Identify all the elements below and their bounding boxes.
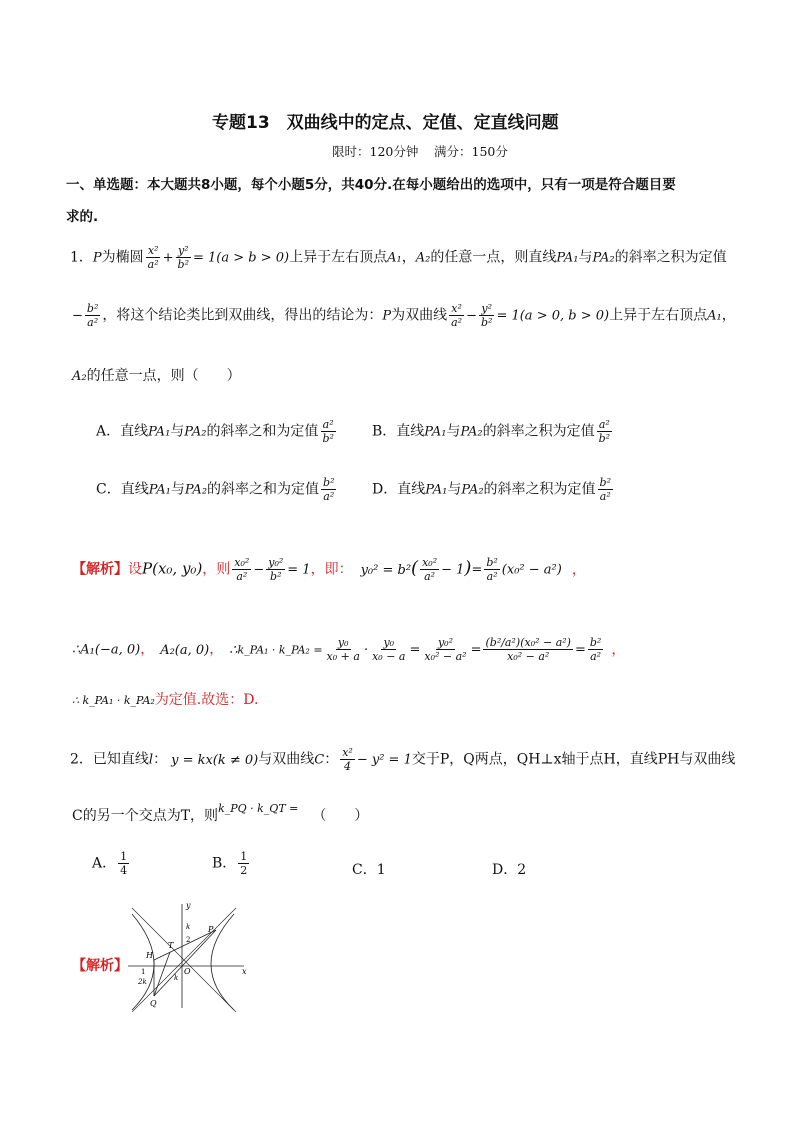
label-k: k (186, 923, 191, 931)
option-text: 直线 (120, 481, 149, 498)
q1-pa1: PA₁ (425, 482, 448, 498)
label-p: P (208, 925, 214, 934)
option-text: 直线 (396, 423, 425, 440)
q2-slope-product: k_PQ · k_QT = (218, 802, 299, 815)
q1-number: 1． (70, 249, 93, 266)
label-k-bottom: k (174, 974, 179, 982)
label-h: H (146, 951, 153, 960)
page-title: 专题13 双曲线中的定点、定值、定直线问题 (212, 113, 559, 133)
option-text: 的斜率之积为定值 (482, 423, 595, 440)
q1-text: ， (721, 307, 736, 324)
section-heading-cont: 求的. (66, 209, 99, 225)
q1-text: ，将这个结论类比到双曲线，得出的结论为： (102, 307, 383, 324)
q1-analysis-line-1: 【解析】设P(x₀, y₀)，则 $\frac{\text{x₀²}}{\text{a²}}$ − $\frac{\text{y₀²}}{\text{b²}}$ = 1，即： y₀² = b²( $\frac{\text{x₀²}}{\text{a²}}$ − 1)= $\frac{\text{b²}}{\text{a²}}$ (x₀² − a²) ， (72, 556, 586, 583)
q2-text: 交于P，Q两点，QH⊥x轴于点H，直线PH与双曲线 (411, 751, 736, 768)
analysis-frac: $\frac{\text{b²}}{\text{a²}}$ (589, 636, 602, 663)
analysis-text: ， (571, 561, 586, 578)
option-value: 1 (376, 862, 386, 878)
q1-option-d[interactable] (372, 476, 615, 503)
q2-option-b[interactable] (212, 850, 251, 877)
q1-a2: A₂ (415, 250, 431, 266)
q1-pa1: PA₁ (148, 424, 171, 440)
q2-option-a[interactable] (92, 850, 131, 877)
option-text: 直线 (397, 481, 426, 498)
q1-text: 的任意一点，则（ ） (86, 368, 241, 384)
analysis-text: 设 (128, 561, 142, 578)
option-text: 直线 (120, 423, 149, 440)
q2-text: 已知直线 (92, 751, 149, 768)
q1-option-a[interactable] (96, 418, 338, 445)
option-frac: $\frac{\text{a²}}{\text{b²}}$ (322, 418, 334, 445)
analysis-a2: A₂(a, 0) (160, 642, 210, 658)
full-score: 满分：150分 (434, 144, 508, 159)
q1-point-p: P (382, 308, 392, 324)
q2-line-l: l (148, 752, 154, 768)
q1-analysis-line-2: ∴A₁(−a, 0)， A₂(a, 0)， ∴k_PA₁ · k_PA₂ = $\frac{\text{y₀}}{\text{x₀ + a}}$ · $\frac{\text{y₀}}{\text{x₀ − a}}$ = $\frac{\text{y₀²}}{\text{x₀² − a²}}$ = $\frac{\text{(b²/a²)(x₀² − a²)}}{\text{x₀² − a²}}$ = $\frac{\text{b²}}{\text{a²}}$ ， (72, 636, 626, 663)
option-frac: $\frac{1}{2}$ (240, 850, 248, 877)
option-frac: $\frac{\text{b²}}{\text{a²}}$ (323, 476, 335, 503)
q1-a2: A₂ (72, 369, 87, 384)
left-branch (132, 914, 154, 1010)
analysis-conclusion: 为定值.故选：D. (154, 692, 259, 708)
analysis-conclusion-math: ∴ k_PA₁ · k_PA₂ (72, 694, 155, 707)
q1-pa1: PA₁ (424, 424, 447, 440)
line-ph (154, 930, 216, 960)
label-2: 2 (186, 936, 191, 944)
q1-text: 上异于左右顶点 (289, 249, 388, 266)
q1-frac-x: $\frac{\text{x²}}{\text{a²}}$ (147, 244, 159, 271)
q1-ellipse-cond: = 1(a > b > 0) (193, 250, 290, 266)
analysis-therefore: ∴ (229, 642, 238, 658)
q1-line-2: − $\frac{\text{b²}}{\text{a²}}$ ，将这个结论类比到双曲线，得出的结论为：P为双曲线 $\frac{\text{x²}}{\text{a²}}$ − $\frac{\text{y²}}{\text{b²}}$ = 1(a > 0, b > 0)上异于左右顶点A₁， (72, 302, 736, 329)
q2-option-d[interactable] (492, 860, 526, 880)
q2-text: C的另一个交点为T，则 (72, 808, 219, 824)
analysis-point: P(x₀, y₀) (142, 559, 203, 578)
section-heading: 一、单选题：本大题共8小题，每个小题5分，共40分.在每小题给出的选项中，只有一项是符合题目要 (66, 177, 676, 193)
analysis-frac: $\frac{\text{y₀²}}{\text{x₀² − a²}}$ (424, 636, 467, 663)
q1-line-1: 1．P为椭圆 $\frac{\text{x²}}{\text{a²}}$ + $\frac{\text{y²}}{\text{b²}}$ = 1(a > b > 0)上异于左右顶点A₁，A₂的任意一点，则直线PA₁与PA₂的斜率之积为定值 (70, 244, 727, 271)
q2-text: 与双曲线 (258, 751, 315, 768)
q2-analysis-tag: 【解析】 (72, 958, 128, 974)
analysis-eq: = 1 (287, 562, 311, 578)
q2-number: 2． (70, 751, 93, 768)
label-x: x (242, 967, 247, 976)
right-branch (211, 914, 234, 1010)
option-value: 2 (517, 862, 527, 878)
q1-pa2: PA₂ (184, 424, 207, 440)
q2-line-2 (72, 802, 369, 827)
option-label: C． (352, 862, 377, 878)
option-frac: $\frac{\text{b²}}{\text{a²}}$ (599, 476, 611, 503)
option-label: B． (212, 855, 237, 872)
option-text: 的斜率之积为定值 (483, 481, 596, 498)
analysis-eq: y₀² = b² (360, 562, 412, 578)
option-text: 与 (446, 423, 461, 440)
label-t: T (168, 941, 174, 950)
analysis-text: ，即： (310, 561, 353, 578)
q1-frac-y: $\frac{\text{y²}}{\text{b²}}$ (480, 302, 493, 329)
analysis-text: ， (140, 641, 155, 658)
q1-pa1: PA₁ (556, 250, 579, 266)
option-label: D． (492, 862, 518, 878)
analysis-frac: $\frac{\text{y₀²}}{\text{b²}}$ (268, 556, 284, 583)
q2-text: ： (324, 751, 339, 768)
q1-line-3 (72, 366, 241, 387)
q1-frac-b2a2: $\frac{\text{b²}}{\text{a²}}$ (86, 302, 99, 329)
analysis-frac: $\frac{\text{x₀²}}{\text{a²}}$ (234, 556, 250, 583)
option-text: 与 (447, 481, 462, 498)
q1-text: 的斜率之积为定值 (614, 249, 727, 266)
q1-frac-x: $\frac{\text{x²}}{\text{a²}}$ (451, 302, 463, 329)
q1-pa2: PA₂ (592, 250, 615, 266)
q1-text: 为椭圆 (101, 249, 144, 266)
q1-pa2: PA₂ (461, 482, 484, 498)
option-label: D． (372, 481, 398, 498)
label-2k: 2k (138, 978, 147, 986)
q2-frac: $\frac{\text{x²}}{4}$ (342, 746, 353, 773)
label-1: 1 (141, 968, 146, 976)
hyperbola-figure (124, 896, 254, 1012)
q2-line-1 (70, 746, 735, 773)
q1-text: 的任意一点，则直线 (430, 249, 557, 266)
option-text: 的斜率之和为定值 (206, 423, 319, 440)
analysis-frac: $\frac{\text{(b²/a²)(x₀² − a²)}}{\text{x₀² − a²}}$ (485, 636, 571, 663)
analysis-frac: $\frac{\text{y₀}}{\text{x₀ − a}}$ (372, 636, 406, 663)
option-label: A． (92, 855, 117, 872)
q1-option-b[interactable] (372, 418, 614, 445)
analysis-frac: $\frac{\text{x₀²}}{\text{a²}}$ (422, 556, 438, 583)
q1-hyperbola-cond: = 1(a > 0, b > 0) (496, 308, 610, 324)
q1-point-p: P (92, 250, 102, 266)
q2-option-c[interactable] (352, 860, 386, 880)
q2-line-eq: y = kx(k ≠ 0) (171, 752, 259, 768)
q1-a1: A₁ (387, 250, 402, 266)
q1-analysis-line-3 (72, 690, 258, 711)
q1-a1: A₁ (707, 308, 722, 324)
option-frac: $\frac{\text{a²}}{\text{b²}}$ (598, 418, 611, 445)
q1-pa1: PA₁ (148, 482, 171, 498)
label-q: Q (150, 999, 157, 1008)
analysis-text: ，则 (202, 561, 231, 578)
q1-text: 上异于左右顶点 (609, 307, 708, 324)
q2-paren: （ ） (312, 808, 369, 824)
analysis-therefore: ∴ (72, 642, 81, 658)
q2-text: ： (153, 751, 168, 768)
option-label: A． (96, 423, 121, 440)
line-pq (154, 930, 216, 996)
option-frac: $\frac{1}{4}$ (120, 850, 128, 877)
option-text: 与 (170, 423, 185, 440)
analysis-text: ， (209, 641, 224, 658)
label-y: y (186, 901, 191, 910)
q1-text: 为双曲线 (391, 307, 448, 324)
q1-pa2: PA₂ (460, 424, 483, 440)
option-text: 的斜率之和为定值 (207, 481, 320, 498)
analysis-eq: − 1 (441, 562, 465, 578)
q1-option-c[interactable] (96, 476, 338, 503)
analysis-frac: $\frac{\text{b²}}{\text{a²}}$ (486, 556, 498, 583)
option-label: B． (372, 423, 397, 440)
option-text: 与 (170, 481, 185, 498)
analysis-tag: 【解析】 (72, 561, 128, 578)
time-limit: 限时：120分钟 (332, 144, 419, 159)
q2-curve-c: C (314, 752, 325, 768)
analysis-text: ， (611, 641, 626, 658)
q1-text: 与 (578, 249, 593, 266)
q2-hyp-eq: − y² = 1 (356, 752, 412, 768)
q1-pa2: PA₂ (184, 482, 208, 498)
label-o: O (184, 967, 191, 976)
analysis-frac: $\frac{\text{y₀}}{\text{x₀ + a}}$ (326, 636, 360, 663)
analysis-a1: A₁(−a, 0) (80, 642, 141, 658)
q1-frac-y: $\frac{\text{y²}}{\text{b²}}$ (177, 244, 189, 271)
analysis-slope-product: k_PA₁ · k_PA₂ = (237, 643, 323, 657)
option-label: C． (96, 481, 121, 498)
analysis-eq: (x₀² − a²) (501, 562, 562, 578)
